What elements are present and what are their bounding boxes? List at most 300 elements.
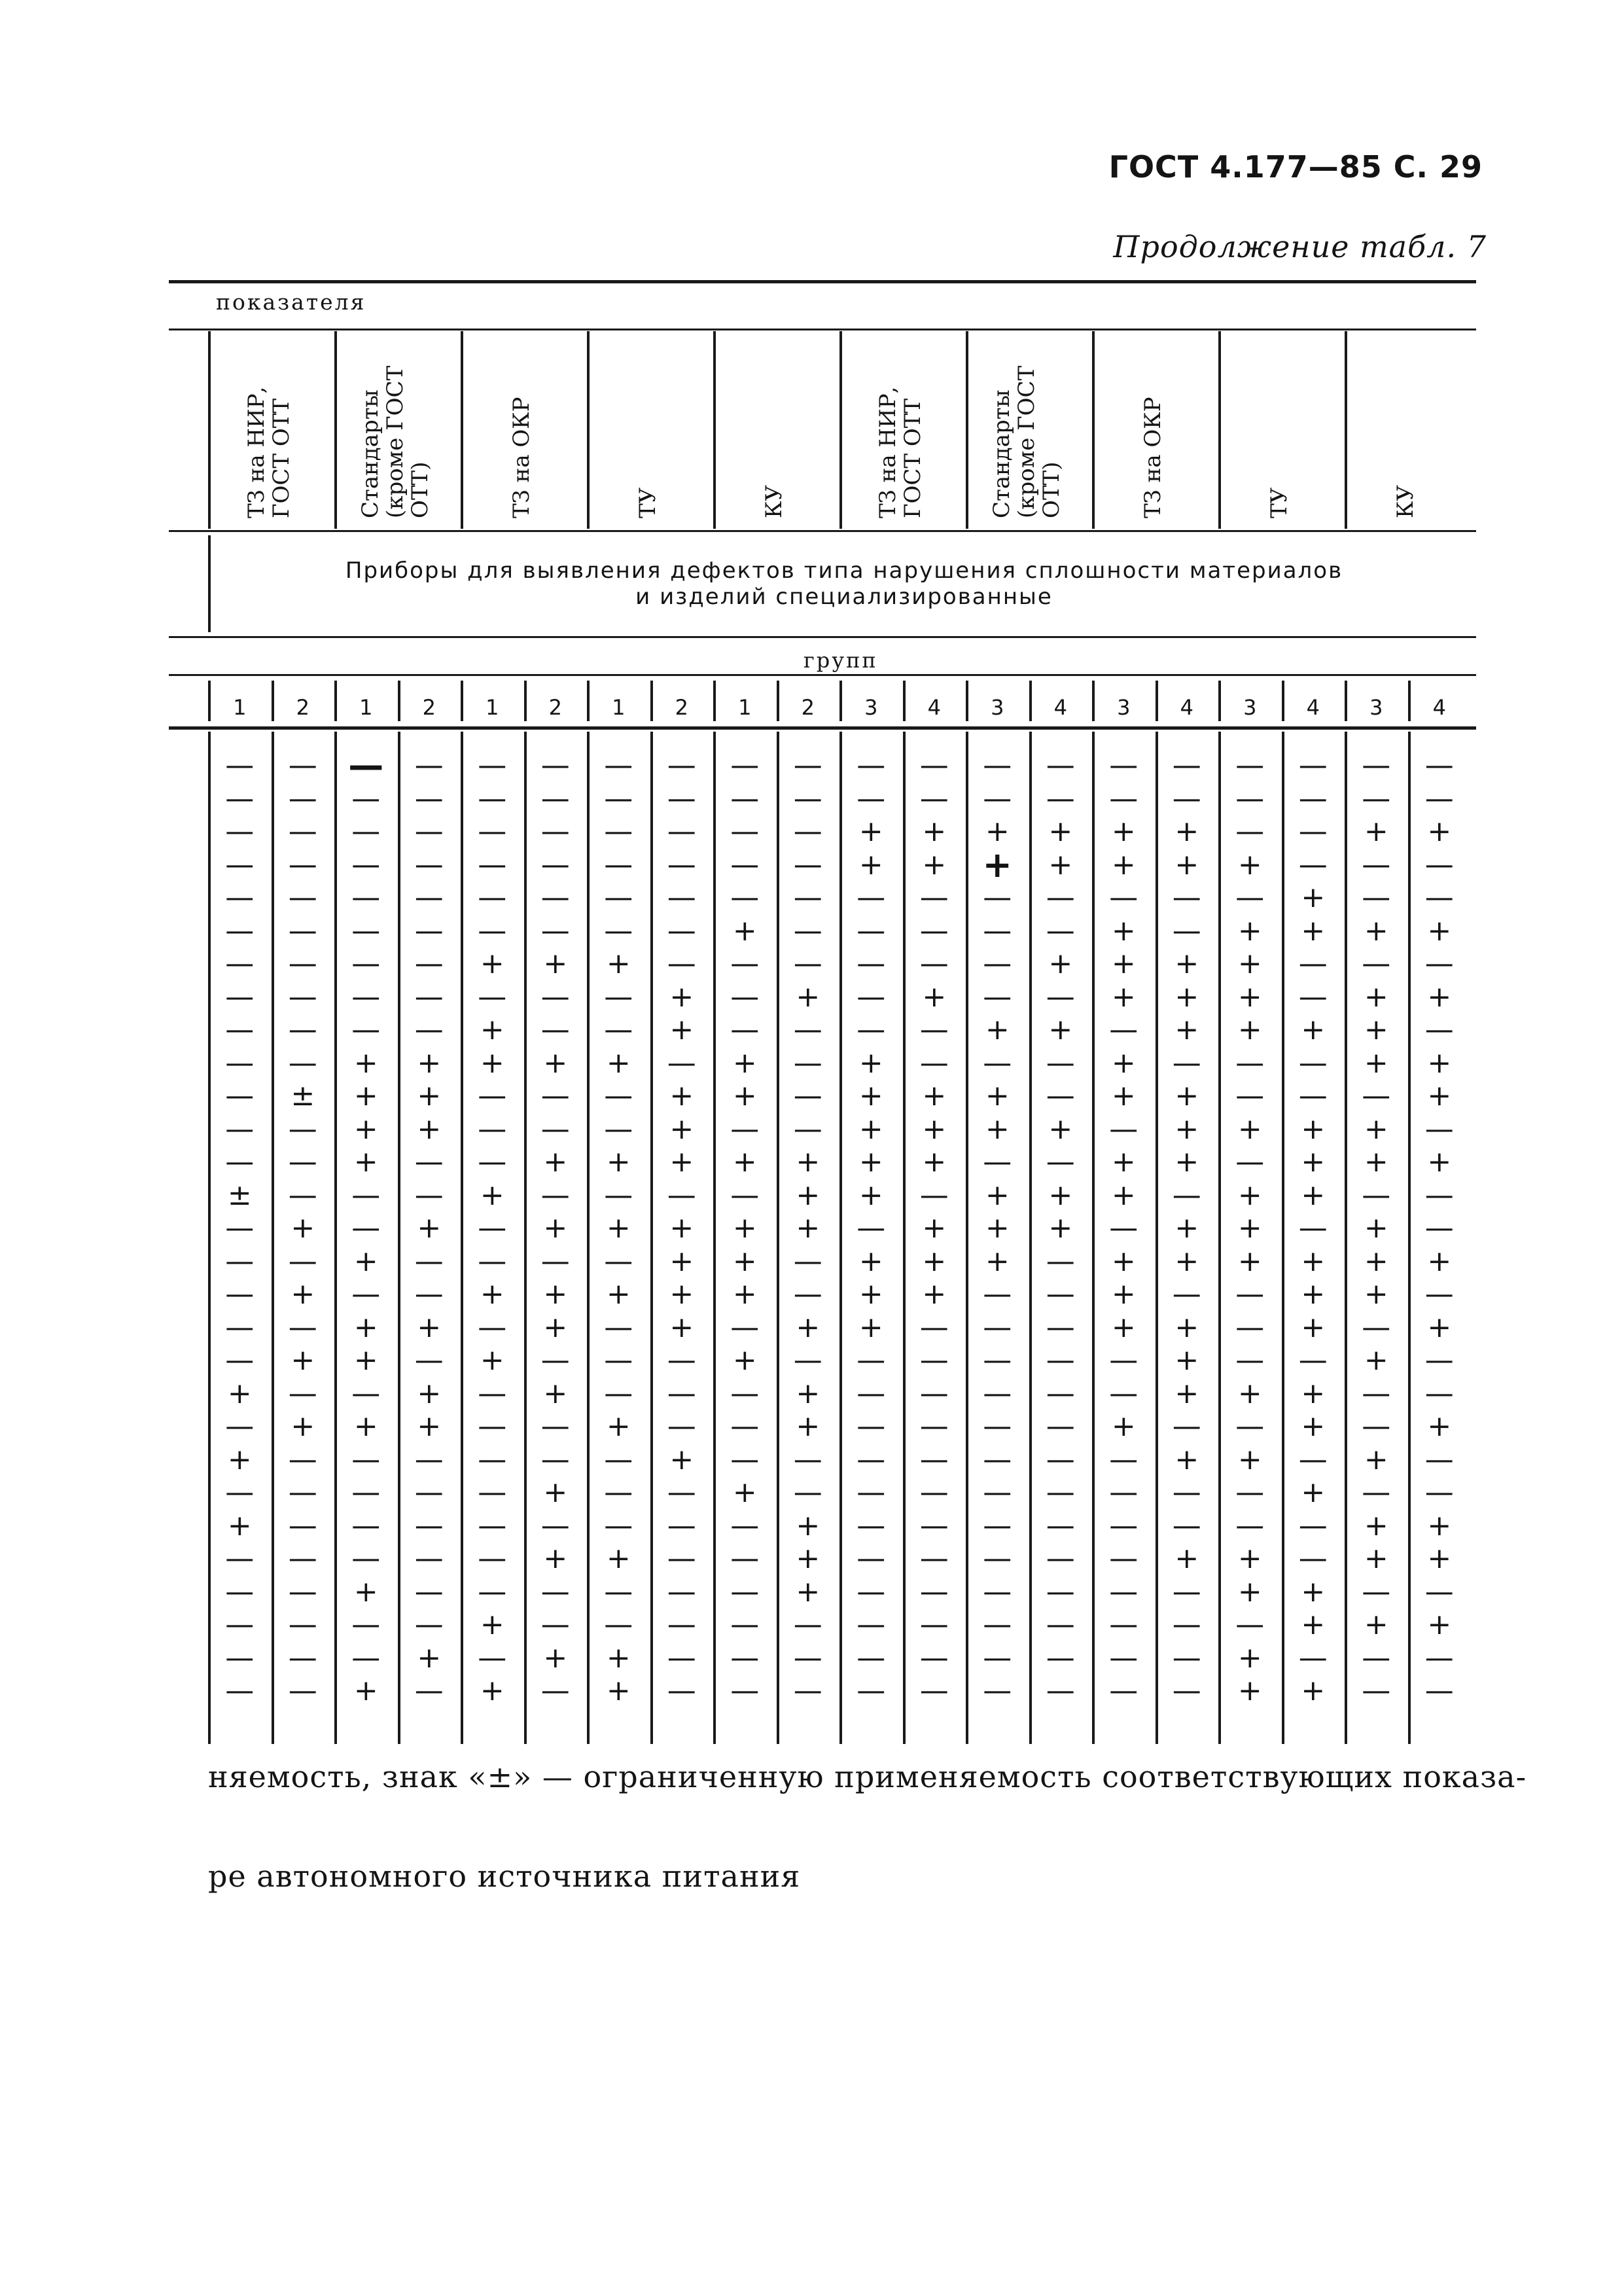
applicability-mark: + — [1048, 1112, 1073, 1146]
applicability-mark: — — [225, 947, 255, 980]
applicability-mark: + — [1174, 1244, 1199, 1278]
applicability-mark: — — [856, 980, 886, 1014]
applicability-mark: — — [1424, 947, 1454, 980]
applicability-mark: + — [480, 1608, 504, 1641]
applicability-mark: — — [604, 1178, 633, 1212]
applicability-mark: + — [1111, 847, 1136, 881]
applicability-mark: — — [1109, 1013, 1139, 1046]
indicator-label: показателя — [216, 289, 366, 315]
column-header-text: КУ — [760, 485, 787, 518]
applicability-mark: + — [1111, 914, 1136, 948]
header-divider — [587, 331, 590, 529]
footnote-line-1: няемость, знак «±» — ограниченную применяемость соответствующих показа- — [208, 1759, 1527, 1794]
applicability-mark: — — [919, 1046, 949, 1080]
applicability-mark: + — [1111, 1079, 1136, 1112]
applicability-mark: — — [1046, 1476, 1075, 1509]
applicability-mark: + — [796, 1508, 821, 1542]
applicability-mark: — — [1235, 1310, 1265, 1344]
applicability-mark: — — [983, 1343, 1012, 1377]
applicability-mark: — — [856, 1608, 886, 1641]
applicability-mark: — — [1172, 1178, 1201, 1212]
applicability-mark: + — [227, 1508, 252, 1542]
grid-column-divider — [777, 732, 779, 1744]
applicability-mark: + — [1174, 1211, 1199, 1245]
applicability-mark: + — [1301, 881, 1326, 914]
applicability-mark: + — [796, 1211, 821, 1245]
applicability-mark: + — [417, 1410, 442, 1443]
applicability-mark: — — [540, 1442, 570, 1476]
applicability-mark: — — [351, 1376, 381, 1410]
applicability-mark: + — [1111, 947, 1136, 980]
applicability-mark: — — [1109, 1508, 1139, 1542]
applicability-mark: — — [288, 980, 317, 1014]
applicability-mark: — — [856, 749, 886, 782]
applicability-mark: — — [540, 1013, 570, 1046]
applicability-mark: + — [1174, 947, 1199, 980]
applicability-mark: — — [225, 847, 255, 881]
group-number: 3 — [864, 695, 878, 720]
applicability-mark: — — [288, 1542, 317, 1575]
applicability-mark: — — [1172, 1608, 1201, 1641]
applicability-mark: — — [414, 1343, 444, 1377]
applicability-mark: — — [288, 815, 317, 848]
group-divider — [461, 681, 463, 721]
applicability-mark: — — [351, 1508, 381, 1542]
applicability-mark: ± — [227, 1178, 252, 1212]
applicability-mark: — — [919, 1178, 949, 1212]
applicability-mark: — — [1362, 847, 1391, 881]
applicability-mark: — — [919, 1542, 949, 1575]
applicability-mark: — — [793, 1476, 822, 1509]
applicability-mark: + — [543, 1542, 568, 1575]
applicability-mark: + — [982, 844, 1012, 885]
applicability-mark: + — [1301, 1277, 1326, 1311]
applicability-mark: — — [793, 815, 822, 848]
applicability-mark: — — [730, 1310, 760, 1344]
grid-column-divider — [650, 732, 653, 1744]
applicability-mark: — — [604, 781, 633, 815]
applicability-mark: — — [919, 947, 949, 980]
applicability-mark: — — [604, 1112, 633, 1146]
applicability-mark: — — [730, 1013, 760, 1046]
applicability-mark: + — [1111, 1178, 1136, 1212]
applicability-mark: — — [540, 1112, 570, 1146]
applicability-mark: + — [1237, 1112, 1262, 1146]
applicability-mark: + — [922, 1145, 947, 1179]
applicability-mark: + — [353, 1310, 378, 1344]
table-top-rule — [169, 280, 1476, 283]
applicability-mark: — — [1362, 749, 1391, 782]
applicability-mark: — — [793, 1079, 822, 1112]
applicability-mark: + — [1111, 815, 1136, 848]
applicability-mark: + — [1048, 1013, 1073, 1046]
section-bottom-rule — [169, 636, 1476, 638]
applicability-mark: — — [667, 914, 696, 948]
applicability-mark: — — [288, 1112, 317, 1146]
applicability-mark: — — [478, 1310, 507, 1344]
applicability-mark: — — [604, 881, 633, 914]
applicability-mark: + — [353, 1145, 378, 1179]
applicability-mark: — — [478, 980, 507, 1014]
applicability-mark: — — [730, 1542, 760, 1575]
applicability-mark: + — [1237, 1178, 1262, 1212]
applicability-mark: + — [1301, 1244, 1326, 1278]
applicability-mark: — — [983, 1674, 1012, 1707]
applicability-mark: — — [856, 1211, 886, 1245]
group-number: 1 — [485, 695, 499, 720]
applicability-mark: — — [225, 881, 255, 914]
group-number: 4 — [1180, 695, 1193, 720]
grid-column-divider — [839, 732, 842, 1744]
group-divider — [1156, 681, 1158, 721]
applicability-mark: + — [353, 1574, 378, 1609]
applicability-mark: — — [288, 1376, 317, 1410]
applicability-mark: + — [1111, 1277, 1136, 1311]
applicability-mark: — — [414, 1013, 444, 1046]
group-number: 2 — [296, 695, 309, 720]
applicability-mark: + — [1364, 1112, 1388, 1146]
applicability-mark: — — [793, 1013, 822, 1046]
grid-column-divider — [1092, 732, 1095, 1744]
applicability-mark: + — [1237, 947, 1262, 980]
applicability-mark: — — [1424, 1574, 1454, 1609]
column-header-text: ТЗ на НИР, ГОСТ ОТТ — [243, 386, 294, 518]
applicability-mark: + — [1237, 1641, 1262, 1675]
applicability-mark: + — [858, 1079, 883, 1112]
applicability-mark: + — [480, 1013, 504, 1046]
applicability-mark: — — [1172, 1046, 1201, 1080]
applicability-mark: + — [858, 1178, 883, 1212]
applicability-mark: — — [1424, 1476, 1454, 1509]
applicability-mark: + — [922, 815, 947, 848]
applicability-mark: — — [540, 1178, 570, 1212]
applicability-mark: — — [1109, 1608, 1139, 1641]
applicability-mark: — — [919, 1343, 949, 1377]
applicability-mark: — — [1109, 1476, 1139, 1509]
group-divider — [903, 681, 906, 721]
applicability-mark: — — [1424, 781, 1454, 815]
applicability-mark: + — [669, 1442, 694, 1476]
applicability-mark: + — [858, 1277, 883, 1311]
applicability-mark: + — [858, 1244, 883, 1278]
applicability-mark: — — [225, 1410, 255, 1443]
applicability-mark: — — [1424, 847, 1454, 881]
applicability-mark: — — [919, 1674, 949, 1707]
applicability-mark: — — [919, 1410, 949, 1443]
applicability-mark: + — [1364, 914, 1388, 948]
applicability-mark: + — [796, 1410, 821, 1443]
applicability-mark: + — [1237, 914, 1262, 948]
applicability-mark: — — [1046, 749, 1075, 782]
applicability-mark: — — [1172, 1641, 1201, 1675]
applicability-mark: — — [1046, 1145, 1075, 1179]
applicability-mark: — — [856, 1508, 886, 1542]
group-number: 1 — [738, 695, 752, 720]
applicability-mark: — — [919, 1476, 949, 1509]
applicability-mark: + — [985, 1112, 1010, 1146]
applicability-mark: — — [225, 980, 255, 1014]
applicability-mark: — — [1046, 881, 1075, 914]
applicability-mark: + — [985, 1178, 1010, 1212]
applicability-mark: — — [478, 1442, 507, 1476]
applicability-mark: — — [1362, 1310, 1391, 1344]
applicability-mark: — — [856, 1410, 886, 1443]
applicability-mark: — — [856, 1542, 886, 1575]
header-top-rule — [169, 329, 1476, 330]
applicability-mark: — — [1424, 1641, 1454, 1675]
applicability-mark: — — [919, 1574, 949, 1609]
applicability-mark: — — [1046, 1046, 1075, 1080]
applicability-mark: — — [1109, 1343, 1139, 1377]
applicability-mark: + — [417, 1079, 442, 1112]
applicability-mark: + — [1427, 1508, 1452, 1542]
applicability-mark: — — [478, 1476, 507, 1509]
applicability-mark: — — [414, 1178, 444, 1212]
group-divider — [839, 681, 842, 721]
applicability-mark: + — [606, 1410, 631, 1443]
applicability-mark: — — [351, 1178, 381, 1212]
applicability-mark: — — [288, 1244, 317, 1278]
applicability-mark: + — [1048, 815, 1073, 848]
applicability-mark: + — [1364, 1508, 1388, 1542]
applicability-mark: — — [414, 1608, 444, 1641]
applicability-mark: — — [225, 1244, 255, 1278]
applicability-mark: — — [1362, 1641, 1391, 1675]
applicability-mark: + — [1048, 947, 1073, 980]
group-numbers-bottom-rule — [169, 726, 1476, 730]
applicability-mark: — — [919, 1442, 949, 1476]
applicability-mark: + — [353, 1079, 378, 1112]
footnote-line-2: ре автономного источника питания — [208, 1859, 801, 1894]
applicability-mark: + — [1301, 1476, 1326, 1509]
applicability-mark: + — [1301, 1112, 1326, 1146]
applicability-mark: + — [1174, 1112, 1199, 1146]
column-header-text: ТЗ на ОКР — [1139, 397, 1166, 518]
column-header-text: ТЗ на НИР, ГОСТ ОТТ — [874, 386, 926, 518]
applicability-mark: + — [922, 980, 947, 1014]
group-divider — [524, 681, 527, 721]
applicability-mark: + — [669, 1310, 694, 1344]
applicability-mark: — — [1046, 1410, 1075, 1443]
applicability-mark: — — [983, 1046, 1012, 1080]
column-header-text: Стандарты (кроме ГОСТ ОТТ) — [357, 365, 433, 518]
applicability-mark: — — [540, 1574, 570, 1609]
applicability-mark: + — [796, 1542, 821, 1575]
applicability-mark: + — [1174, 815, 1199, 848]
applicability-mark: + — [606, 1641, 631, 1675]
applicability-mark: + — [543, 947, 568, 980]
applicability-mark: + — [1427, 815, 1452, 848]
group-divider — [1282, 681, 1284, 721]
group-number: 4 — [927, 695, 941, 720]
applicability-mark: — — [225, 1112, 255, 1146]
applicability-mark: — — [351, 1211, 381, 1245]
applicability-mark: — — [540, 1244, 570, 1278]
applicability-mark: — — [1362, 1376, 1391, 1410]
applicability-mark: + — [1174, 1013, 1199, 1046]
group-divider — [398, 681, 400, 721]
applicability-mark: — — [730, 749, 760, 782]
applicability-mark: — — [667, 1343, 696, 1377]
group-divider — [587, 681, 590, 721]
applicability-mark: + — [1048, 847, 1073, 881]
applicability-mark: — — [225, 1046, 255, 1080]
column-header-text: ТУ — [1265, 487, 1292, 518]
applicability-mark: + — [480, 1277, 504, 1311]
applicability-mark: — — [414, 847, 444, 881]
applicability-mark: — — [1235, 1343, 1265, 1377]
applicability-mark: — — [478, 1641, 507, 1675]
applicability-mark: + — [1301, 1145, 1326, 1179]
applicability-mark: + — [985, 1013, 1010, 1046]
applicability-mark: — — [288, 1442, 317, 1476]
applicability-mark: — — [667, 1178, 696, 1212]
applicability-mark: + — [858, 1046, 883, 1080]
applicability-mark: — — [225, 1476, 255, 1509]
applicability-mark: — — [1235, 1608, 1265, 1641]
applicability-mark: + — [1427, 980, 1452, 1014]
applicability-mark: + — [1174, 1079, 1199, 1112]
applicability-mark: — — [478, 1574, 507, 1609]
applicability-mark: + — [1364, 1343, 1388, 1377]
applicability-mark: — — [1172, 1410, 1201, 1443]
applicability-mark: — — [1172, 1674, 1201, 1707]
applicability-mark: — — [1046, 1244, 1075, 1278]
applicability-mark: — — [1046, 1343, 1075, 1377]
applicability-mark: — — [793, 881, 822, 914]
applicability-mark: — — [225, 1310, 255, 1344]
column-header-text: Стандарты (кроме ГОСТ ОТТ) — [988, 365, 1065, 518]
applicability-mark: — — [478, 1410, 507, 1443]
applicability-mark: — — [793, 749, 822, 782]
applicability-mark: + — [1364, 1542, 1388, 1575]
applicability-mark: + — [732, 1046, 757, 1080]
applicability-mark: — — [288, 881, 317, 914]
applicability-mark: — — [540, 881, 570, 914]
applicability-mark: — — [730, 781, 760, 815]
applicability-mark: — — [225, 1277, 255, 1311]
applicability-mark: + — [1174, 1542, 1199, 1575]
applicability-mark: + — [1364, 1277, 1388, 1311]
applicability-mark: + — [480, 1343, 504, 1377]
applicability-mark: + — [1301, 1410, 1326, 1443]
applicability-mark: — — [919, 1376, 949, 1410]
applicability-mark: — — [919, 914, 949, 948]
applicability-mark: + — [732, 1145, 757, 1179]
applicability-mark: — — [1046, 914, 1075, 948]
applicability-mark: + — [291, 1410, 315, 1443]
grid-column-divider — [1156, 732, 1158, 1744]
group-divider — [966, 681, 968, 721]
applicability-mark: — — [414, 1476, 444, 1509]
applicability-mark: — — [667, 1608, 696, 1641]
applicability-mark: — — [919, 781, 949, 815]
applicability-mark: — — [351, 914, 381, 948]
group-divider — [1029, 681, 1032, 721]
applicability-mark: — — [604, 1343, 633, 1377]
applicability-mark: — — [793, 1343, 822, 1377]
table-continuation-caption: Продолжение табл. 7 — [1113, 229, 1487, 264]
grid-column-divider — [461, 732, 463, 1744]
applicability-mark: — — [983, 1442, 1012, 1476]
applicability-mark: + — [858, 1112, 883, 1146]
applicability-mark: — — [351, 1542, 381, 1575]
applicability-mark: — — [1235, 1145, 1265, 1179]
applicability-mark: — — [540, 1674, 570, 1707]
applicability-mark: + — [1174, 980, 1199, 1014]
applicability-mark: — — [1362, 1410, 1391, 1443]
header-divider — [1345, 331, 1347, 529]
applicability-mark: + — [1111, 1410, 1136, 1443]
header-bottom-rule — [169, 530, 1476, 532]
applicability-mark: + — [227, 1376, 252, 1410]
applicability-mark: — — [414, 947, 444, 980]
applicability-mark: — — [730, 815, 760, 848]
applicability-mark: — — [730, 1508, 760, 1542]
applicability-mark: + — [1174, 1310, 1199, 1344]
grid-column-divider — [713, 732, 716, 1744]
applicability-mark: — — [1298, 749, 1328, 782]
applicability-mark: + — [606, 1674, 631, 1707]
applicability-mark: — — [604, 847, 633, 881]
applicability-mark: — — [1172, 1476, 1201, 1509]
applicability-mark: — — [856, 914, 886, 948]
grid-column-divider — [524, 732, 527, 1744]
applicability-mark: — — [540, 781, 570, 815]
applicability-mark: + — [985, 1211, 1010, 1245]
applicability-mark: + — [1364, 1046, 1388, 1080]
applicability-mark: + — [417, 1641, 442, 1675]
applicability-mark: — — [414, 815, 444, 848]
applicability-mark: — — [1424, 1376, 1454, 1410]
applicability-mark: — — [604, 1476, 633, 1509]
applicability-mark: + — [858, 1310, 883, 1344]
applicability-mark: + — [1048, 1178, 1073, 1212]
applicability-mark: + — [1301, 1178, 1326, 1212]
applicability-mark: — — [1109, 1674, 1139, 1707]
applicability-mark: + — [543, 1211, 568, 1245]
applicability-mark: — — [1235, 1476, 1265, 1509]
applicability-mark: + — [1237, 1376, 1262, 1410]
applicability-mark: — — [225, 1343, 255, 1377]
applicability-mark: + — [796, 1178, 821, 1212]
column-header-text: КУ — [1392, 485, 1419, 518]
applicability-mark: — — [983, 881, 1012, 914]
applicability-mark: — — [1046, 1277, 1075, 1311]
applicability-mark: + — [669, 1112, 694, 1146]
applicability-mark: — — [793, 1046, 822, 1080]
applicability-mark: — — [1298, 1211, 1328, 1245]
applicability-mark: — — [793, 781, 822, 815]
applicability-mark: — — [1109, 1442, 1139, 1476]
applicability-mark: + — [1427, 1410, 1452, 1443]
applicability-mark: + — [1427, 1608, 1452, 1641]
applicability-mark: + — [543, 1277, 568, 1311]
applicability-mark: ± — [291, 1079, 315, 1112]
applicability-mark: — — [478, 1244, 507, 1278]
applicability-mark: — — [288, 914, 317, 948]
applicability-mark: + — [1111, 1244, 1136, 1278]
applicability-mark: — — [1046, 1508, 1075, 1542]
applicability-mark: — — [856, 1641, 886, 1675]
applicability-mark: — — [288, 1574, 317, 1609]
applicability-mark: + — [1364, 1442, 1388, 1476]
applicability-mark: + — [417, 1376, 442, 1410]
applicability-mark: + — [669, 1244, 694, 1278]
group-number: 2 — [422, 695, 436, 720]
applicability-mark: — — [288, 1476, 317, 1509]
applicability-mark: — — [983, 1641, 1012, 1675]
